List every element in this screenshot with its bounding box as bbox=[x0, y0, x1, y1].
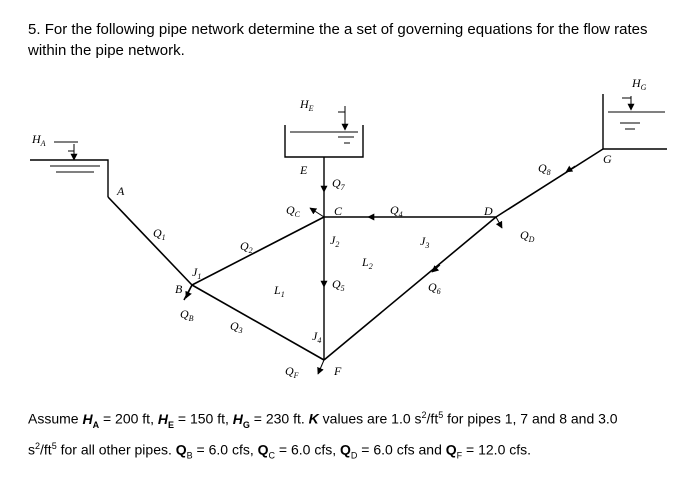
flow-q6: $Q_6$ bbox=[428, 280, 441, 296]
flow-q2: $Q_2$ bbox=[240, 239, 253, 255]
node-g: G bbox=[603, 152, 612, 166]
reservoir-e bbox=[285, 106, 363, 360]
flow-qb: $Q_B$ bbox=[180, 307, 194, 323]
reservoir-a bbox=[30, 142, 108, 197]
junction-j4: $J_4$ bbox=[312, 329, 322, 345]
flow-q7: $Q_7$ bbox=[332, 176, 345, 192]
flow-q5: $Q_5$ bbox=[332, 277, 345, 293]
pipes bbox=[108, 149, 603, 360]
question-body: For the following pipe network determine the a set of governing equations for the flow rates within the pipe network. bbox=[28, 21, 648, 59]
label-hg: $H_G$ bbox=[632, 76, 647, 92]
node-c: C bbox=[334, 204, 343, 218]
reservoir-g bbox=[603, 94, 667, 149]
node-b: B bbox=[175, 282, 183, 296]
flow-qd: $Q_D$ bbox=[520, 228, 535, 244]
node-e: E bbox=[300, 163, 308, 177]
flow-q4: $Q_4$ bbox=[390, 203, 403, 219]
flow-qc: $Q_C$ bbox=[286, 203, 301, 219]
assumptions-text: Assume $H_A = 200$ ft, $H_E = 150$ ft, $H_G = 230$ ft. K values are 1.0 $s^2/ft^5$ for pipes 1, 7 and 8 and 3.0 $s^2/ft^5$ for all other pipes. $Q_B = 6.0$ cfs, $Q_C = 6.0$ cfs, $Q_D = 6.0$ cfs and $Q_F = 12.0$ cfs. bbox=[28, 410, 618, 461]
junction-j1: $J_1$ bbox=[192, 265, 202, 281]
flow-q1: $Q_1$ bbox=[153, 226, 166, 242]
flow-q8: $Q_8$ bbox=[538, 161, 551, 177]
node-a: A bbox=[117, 184, 125, 198]
junction-j2: $J_2$ bbox=[330, 233, 340, 249]
flow-arrows bbox=[186, 166, 575, 374]
loop-l2: $L_2$ bbox=[362, 255, 373, 271]
label-he: $H_E$ bbox=[300, 97, 314, 113]
node-d: D bbox=[484, 204, 493, 218]
flow-q3: $Q_3$ bbox=[230, 319, 243, 335]
label-ha: $H_A$ bbox=[32, 132, 46, 148]
junction-j3: $J_3$ bbox=[420, 234, 430, 250]
flow-qf: $Q_F$ bbox=[285, 364, 299, 380]
node-f: F bbox=[334, 364, 342, 378]
loop-l1: $L_1$ bbox=[274, 283, 285, 299]
question-number: 5. bbox=[28, 21, 41, 38]
